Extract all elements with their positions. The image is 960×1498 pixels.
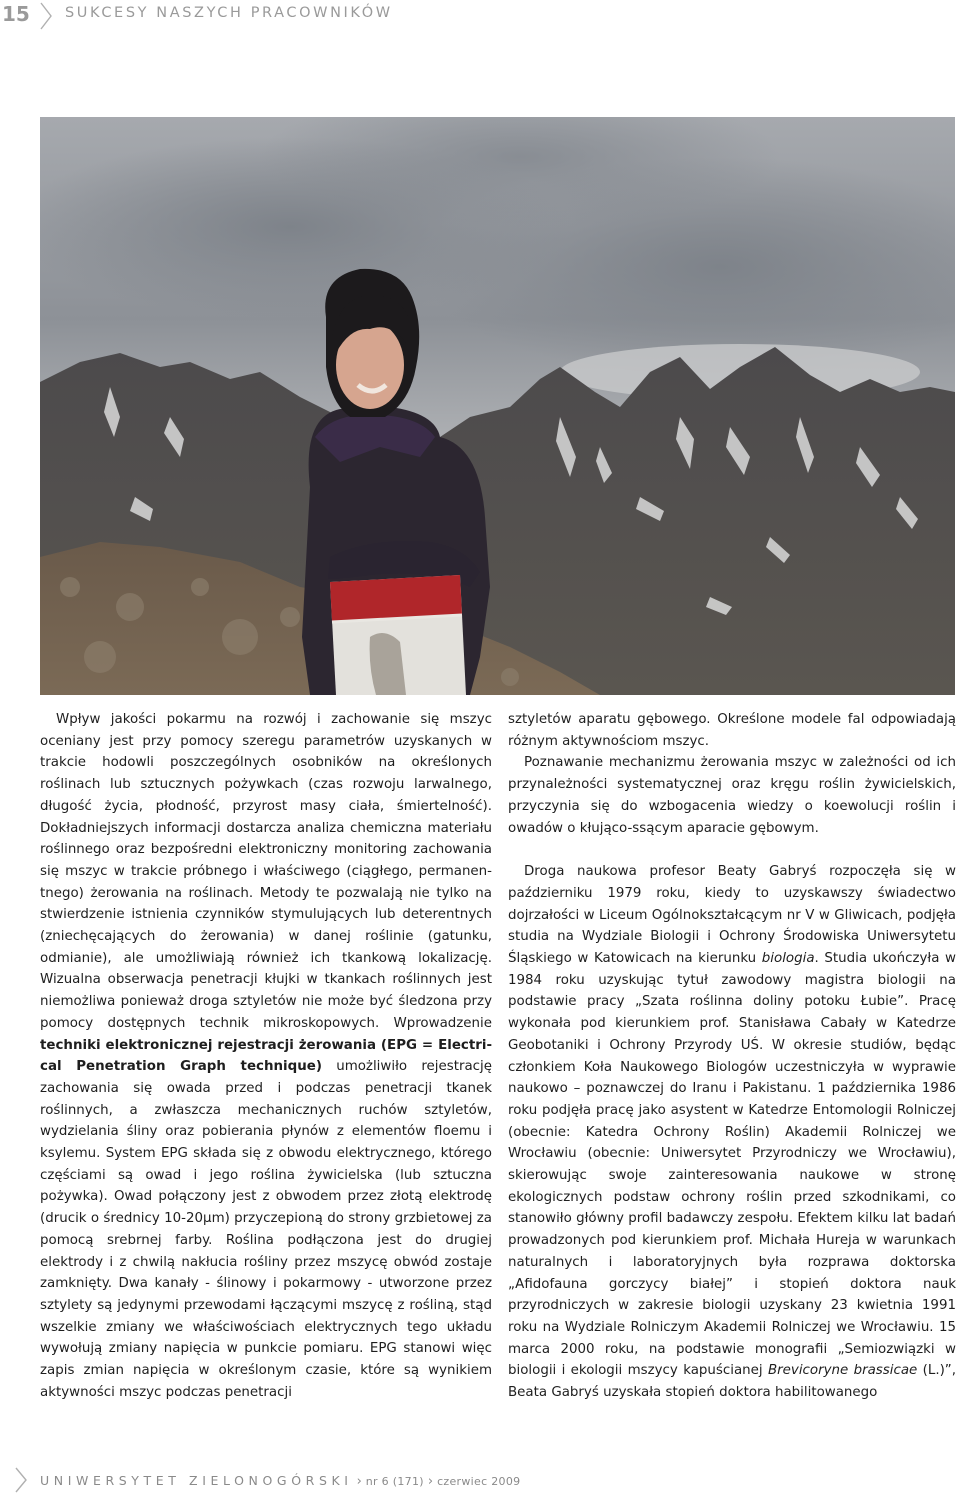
- issue-number: nr 6 (171): [365, 1475, 424, 1488]
- paragraph-text: umożliwiło rejestrację zachowania się owada przed i podczas penetracji tkanek roślinnych, a zwłaszcza mechanicznych ruchów sztyletów, wydzielania śliny oraz pobierania płynów z elementów floemu i ksylemu. System EPG składa się z obwodu elektrycznego, którego częściami są owad i jego roślina żywicielska (lub sztuczna pożywka). Owad połączony jest z obwodem przez złotą elektrodę (drucik o średnicy 10-20µm) przyczepioną do strony grzbietowej za pomocą srebrnej farby. Roślina podłączona jest do drugiej elektrody i z chwilą nakłucia rośliny przez mszycę obwód zostaje zamknięty. Dwa kanały - ślinowy i pokarmowy - utworzone przez sztylety są jedynymi przewodami łączącymi mszycę z rośliną, stąd wszelkie zmiany we właściwościach elektrycznych tego układu wywołują zmiany napięcia w punkcie pomiaru. EPG stanowi więc zapis zmian napięcia w określonym czasie, które są wynikiem aktywności mszyc podczas penetracji: [40, 1059, 492, 1400]
- issue-date: czerwiec 2009: [437, 1475, 521, 1488]
- chevron-right-icon: ›: [356, 1474, 362, 1489]
- bold-term: techniki elektronicznej rejestracji żerowania (EPG = Electrical Penetration Graph technique): [40, 1037, 492, 1075]
- text-column-left: [40, 709, 492, 1404]
- section-title: SUKCESY NASZYCH PRACOWNIKÓW: [65, 5, 393, 21]
- paragraph: Poznawanie mechanizmu żerowania mszyc w zależności od ich przynależności systematycznej oraz kręgu roślin żywicielskich, przyczynia się do wzbogacenia wiedzy o koewolucji roślin i owadów o kłująco-ssącym aparacie gębowym.: [508, 755, 956, 836]
- paragraph: sztyletów aparatu gębowego. Określone modele fal odpowiadają różnym aktywnościom mszyc.: [508, 712, 956, 749]
- paragraph: [40, 709, 492, 1404]
- paragraph-text: Wpływ jakości pokarmu na rozwój i zachowanie się mszyc oceniany jest przy pomocy szeregu parametrów uzyskanych w trakcie hodowli poszczególnych osobników na określonych roślinach lub sztucznych pożywkach (czas rozwoju larwalnego, długość życia, płodność, przyrost masy ciała, śmiertelność). Dokładniejszych informacji dostarcza analiza chemiczna materiału roślinnego oraz bezpośredni elektroniczny monitoring zachowania się mszyc w trakcie próbnego i właściwego (ciągłego, permanentnego) żerowania na roślinach. Metody te pozwalają nie tylko na stwierdzenie istnienia czynników stymulujących lub deterentnych (zniechęcających do żerowania) w danej roślinie (gatunku, odmianie), ale umożliwiają również ich tkankową lokalizację. Wizualna obserwacja penetracji kłujki w tkankach roślinnych jest niemożliwa ponieważ droga sztyletów nie może być śledzona przy pomocy dostępnych technik mikroskopowych. Wprowadzenie: [40, 712, 492, 1031]
- university-name: UNIWERSYTET ZIELONOGÓRSKI: [40, 1473, 353, 1488]
- chevron-right-icon: [14, 1466, 28, 1494]
- page-footer: [0, 1466, 960, 1498]
- page-number: 15: [2, 2, 30, 26]
- footer-text: [40, 1473, 520, 1489]
- text-column-right: [508, 709, 956, 1404]
- paragraph-text: . Studia ukończyła w 1984 roku uzyskując tytuł zawodowy magistra biologii na podstawie pracy „Szata roślinna doliny potoku Łubie”. Pracę wykonała pod kierunkiem prof. Stanisława Cabały w Katedrze Geobotaniki i Ochrony Przyrody UŚ. W okresie studiów, będąc członkiem Koła Naukowego Biologów uczestniczyła w wyprawie naukowo – poznawczej do Iranu i Pakistanu. 1 października 1986 roku podjęła pracę jako asystent w Katedrze Entomologii Rolniczej (obecnie: Katedra Ochrony Roślin) Akademii Rolniczej we Wrocławiu (obecnie: Uniwersytet Przyrodniczy we Wrocławiu), skierowując swoje zainteresowania naukowe w stronę ekologicznych podstaw ochrony roślin przed szkodnikami, co stanowiło główny profil badawczy zespołu. Efektem kilku lat badań prowadzonych pod kierunkiem prof. Michała Hureja w warunkach naturalnych i laboratoryjnych była rozprawa doktorska „Afidofauna gorczycy białej” i stopień doktora nauk przyrodniczych w zakresie biologii uzyskany 23 kwietnia 1991 roku na Wydziale Rolniczym Akademii Rolniczej we Wrocławiu. 15 marca 2000 roku, na podstawie monografii „Semiozwiązki w biologii i ekologii mszycy kapuścianej: [508, 951, 956, 1379]
- page-header: [0, 0, 960, 32]
- paragraph-text: (L.)”, Beata Gabryś uzyskała stopień doktora habilitowanego: [508, 1363, 957, 1401]
- mountain-portrait-photo-icon: [40, 117, 955, 695]
- italic-term: biologia: [761, 951, 815, 967]
- paragraph: [508, 861, 956, 1404]
- portrait-photo: [40, 117, 955, 695]
- paragraph-text: Droga naukowa profesor Beaty Gabryś rozpoczęła się w październiku 1979 roku, kiedy to uzyskawszy świadectwo dojrzałości w Liceum Ogólnokształcącym nr V w Gliwicach, podjęła studia na Wydziale Biologii i Ochrony Środowiska Uniwersytetu Śląskiego w Katowicach na kierunku: [508, 864, 956, 967]
- species-name: Brevicoryne brassicae: [767, 1363, 918, 1379]
- chevron-right-icon: [38, 1, 54, 31]
- chevron-right-icon: ›: [427, 1474, 434, 1489]
